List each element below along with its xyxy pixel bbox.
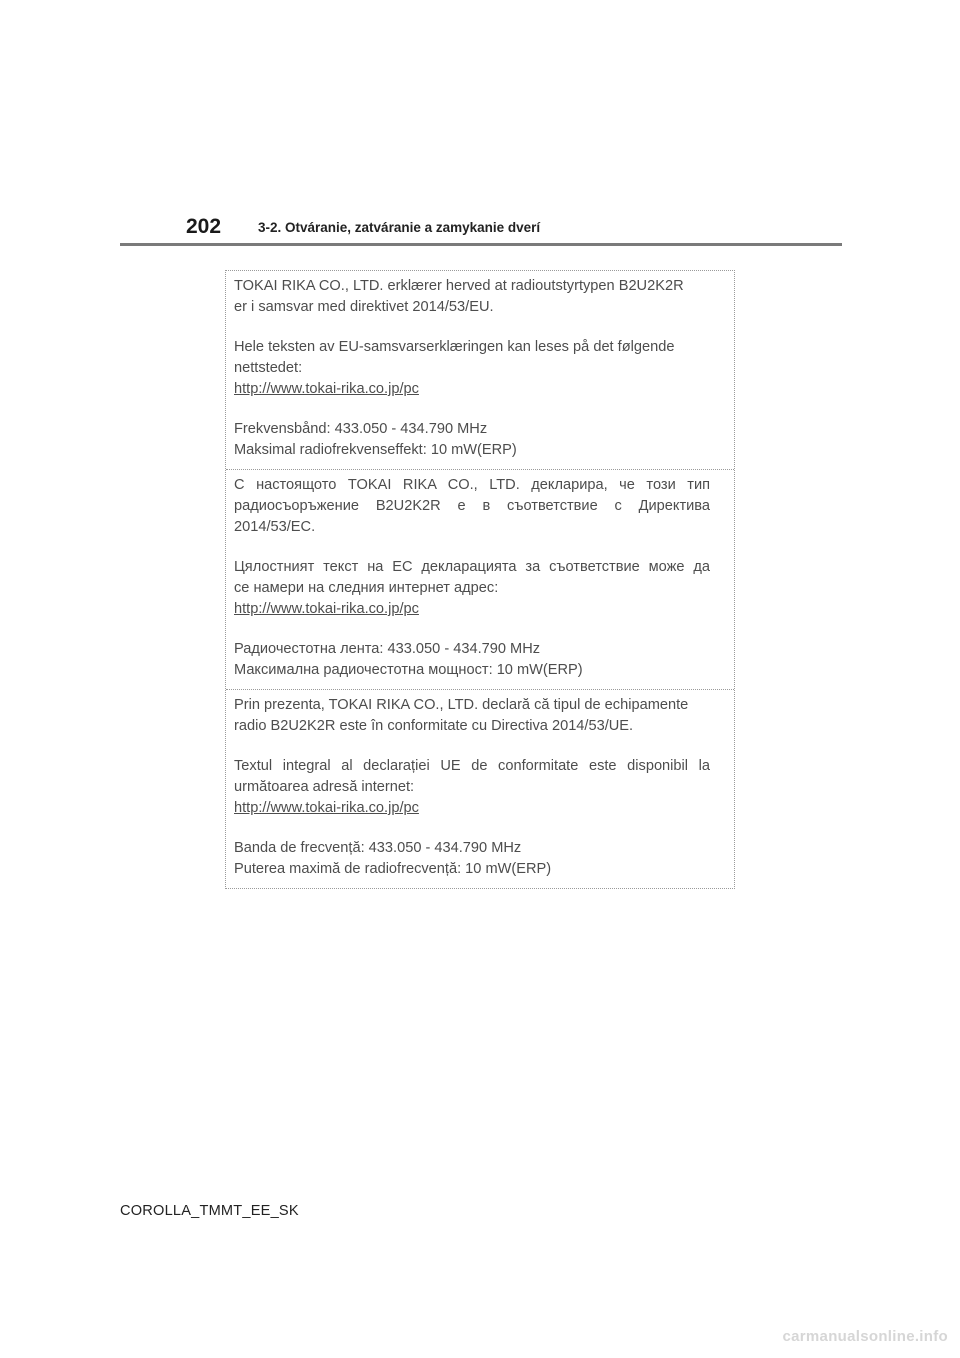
- declaration-link[interactable]: http://www.tokai-rika.co.jp/pc: [234, 381, 419, 397]
- declaration-block-norwegian: [226, 271, 734, 469]
- full-text-line: următoarea adresă internet:: [234, 779, 415, 795]
- declaration-line: Prin prezenta, TOKAI RIKA CO., LTD. declară că tipul de echipamente: [234, 697, 689, 713]
- declaration-box: [225, 270, 735, 889]
- page-header: [0, 0, 960, 250]
- header-rule: [120, 243, 842, 246]
- frequency-band: Радиочестотна лента: 433.050 - 434.790 MHz: [234, 641, 541, 657]
- declaration-line: 2014/53/ЕС.: [234, 519, 316, 535]
- full-text-line: Textul integral al declarației UE de conformitate este disponibil la: [234, 758, 710, 774]
- declaration-block-bulgarian: [226, 469, 734, 689]
- declaration-line: TOKAI RIKA CO., LTD. erklærer herved at radioutstyrtypen B2U2K2R: [234, 278, 684, 294]
- declaration-block-romanian: [226, 689, 734, 888]
- declaration-link[interactable]: http://www.tokai-rika.co.jp/pc: [234, 800, 419, 816]
- declaration-line: radio B2U2K2R este în conformitate cu Directiva 2014/53/UE.: [234, 718, 634, 734]
- full-text-line: се намери на следния интернет адрес:: [234, 580, 499, 596]
- full-text-line: Цялостният текст на ЕС декларацията за съответствие може да: [234, 559, 710, 575]
- max-power: Maksimal radiofrekvenseffekt: 10 mW(ERP): [234, 442, 517, 458]
- page-number: 202: [186, 215, 222, 238]
- full-text-line: nettstedet:: [234, 360, 303, 376]
- max-power: Puterea maximă de radiofrecvență: 10 mW(ERP): [234, 861, 552, 877]
- declaration-line: С настоящото TOKAI RIKA CO., LTD. декларира, че този тип: [234, 477, 710, 493]
- section-title: 3-2. Otváranie, zatváranie a zamykanie dverí: [258, 220, 541, 235]
- max-power: Максимална радиочестотна мощност: 10 mW(ERP): [234, 662, 583, 678]
- declaration-link[interactable]: http://www.tokai-rika.co.jp/pc: [234, 601, 419, 617]
- frequency-band: Frekvensbånd: 433.050 - 434.790 MHz: [234, 421, 488, 437]
- declaration-line: er i samsvar med direktivet 2014/53/EU.: [234, 299, 494, 315]
- frequency-band: Banda de frecvență: 433.050 - 434.790 MHz: [234, 840, 522, 856]
- document-code: COROLLA_TMMT_EE_SK: [120, 1203, 299, 1219]
- watermark: carmanualsonline.info: [782, 1328, 948, 1345]
- full-text-line: Hele teksten av EU-samsvarserklæringen kan leses på det følgende: [234, 339, 675, 355]
- declaration-line: радиосъоръжение B2U2K2R е в съответствие с Директива: [234, 498, 710, 514]
